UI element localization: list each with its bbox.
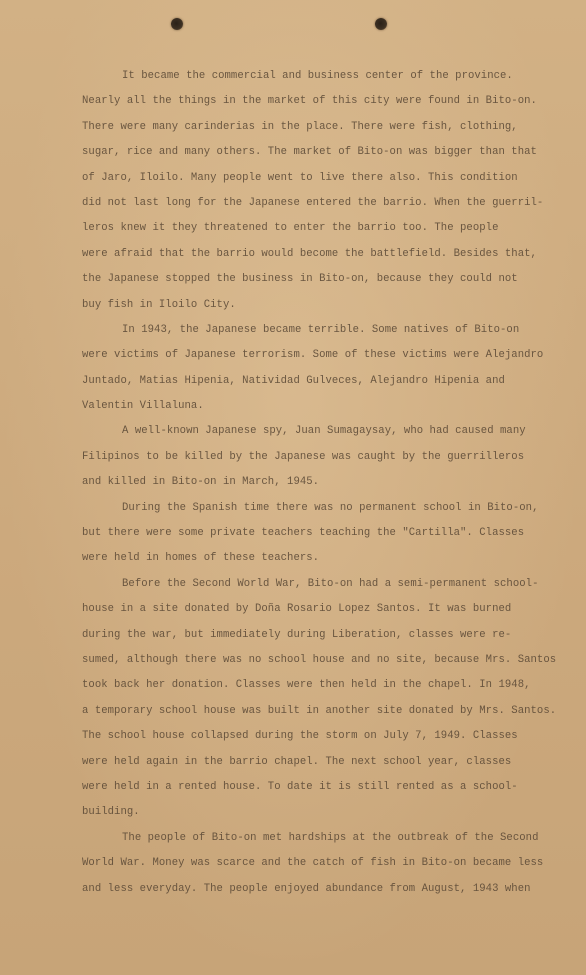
text-line: A well-known Japanese spy, Juan Sumagaysay, who had caused many <box>122 425 526 438</box>
text-line: during the war, but immediately during Liberation, classes were re- <box>82 628 512 641</box>
text-line: building. <box>82 806 140 819</box>
text-line: Before the Second World War, Bito-on had a semi-permanent school- <box>122 577 539 590</box>
text-line: The school house collapsed during the storm on July 7, 1949. Classes <box>82 730 518 743</box>
text-line: were held in a rented house. To date it is still rented as a school- <box>82 780 518 793</box>
text-line: were victims of Japanese terrorism. Some of these victims were Alejandro <box>82 349 544 362</box>
text-line: the Japanese stopped the business in Bito-on, because they could not <box>82 273 518 286</box>
text-line: sumed, although there was no school house and no site, because Mrs. Santos <box>82 653 557 666</box>
text-line: were held in homes of these teachers. <box>82 552 320 565</box>
text-line: sugar, rice and many others. The market of Bito-on was bigger than that <box>82 146 537 159</box>
text-line: did not last long for the Japanese entered the barrio. When the guerril- <box>82 196 544 209</box>
text-line: a temporary school house was built in another site donated by Mrs. Santos. <box>82 704 557 717</box>
text-line: It became the commercial and business center of the province. <box>122 70 513 82</box>
text-line: and less everyday. The people enjoyed abundance from August, 1943 when <box>82 882 531 895</box>
text-line: Nearly all the things in the market of this city were found in Bito-on. <box>82 95 537 108</box>
text-line: house in a site donated by Doña Rosario Lopez Santos. It was burned <box>82 603 512 616</box>
text-line: In 1943, the Japanese became terrible. Some natives of Bito-on <box>122 323 520 336</box>
punch-hole-left <box>171 18 183 30</box>
text-line: During the Spanish time there was no permanent school in Bito-on, <box>122 501 539 514</box>
text-line: and killed in Bito-on in March, 1945. <box>82 476 320 489</box>
text-line: but there were some private teachers teaching the "Cartilla". Classes <box>82 527 525 540</box>
text-line: The people of Bito-on met hardships at the outbreak of the Second <box>122 831 539 844</box>
text-line: World War. Money was scarce and the catch of fish in Bito-on became less <box>82 857 544 870</box>
text-line: of Jaro, Iloilo. Many people went to live there also. This condition <box>82 171 518 184</box>
text-line: were held again in the barrio chapel. The next school year, classes <box>82 755 512 768</box>
punch-hole-right <box>375 18 387 30</box>
text-line: leros knew it they threatened to enter the barrio too. The people <box>82 222 499 235</box>
text-line: There were many carinderias in the place. There were fish, clothing, <box>82 120 518 133</box>
text-line: were afraid that the barrio would become the battlefield. Besides that, <box>82 247 537 260</box>
text-line: took back her donation. Classes were then held in the chapel. In 1948, <box>82 679 531 692</box>
text-line: Filipinos to be killed by the Japanese was caught by the guerrilleros <box>82 450 525 463</box>
text-line: Juntado, Matias Hipenia, Natividad Gulveces, Alejandro Hipenia and <box>82 374 505 387</box>
text-line: buy fish in Iloilo City. <box>82 298 236 311</box>
document-body <box>82 64 557 902</box>
text-line: Valentin Villaluna. <box>82 400 204 413</box>
